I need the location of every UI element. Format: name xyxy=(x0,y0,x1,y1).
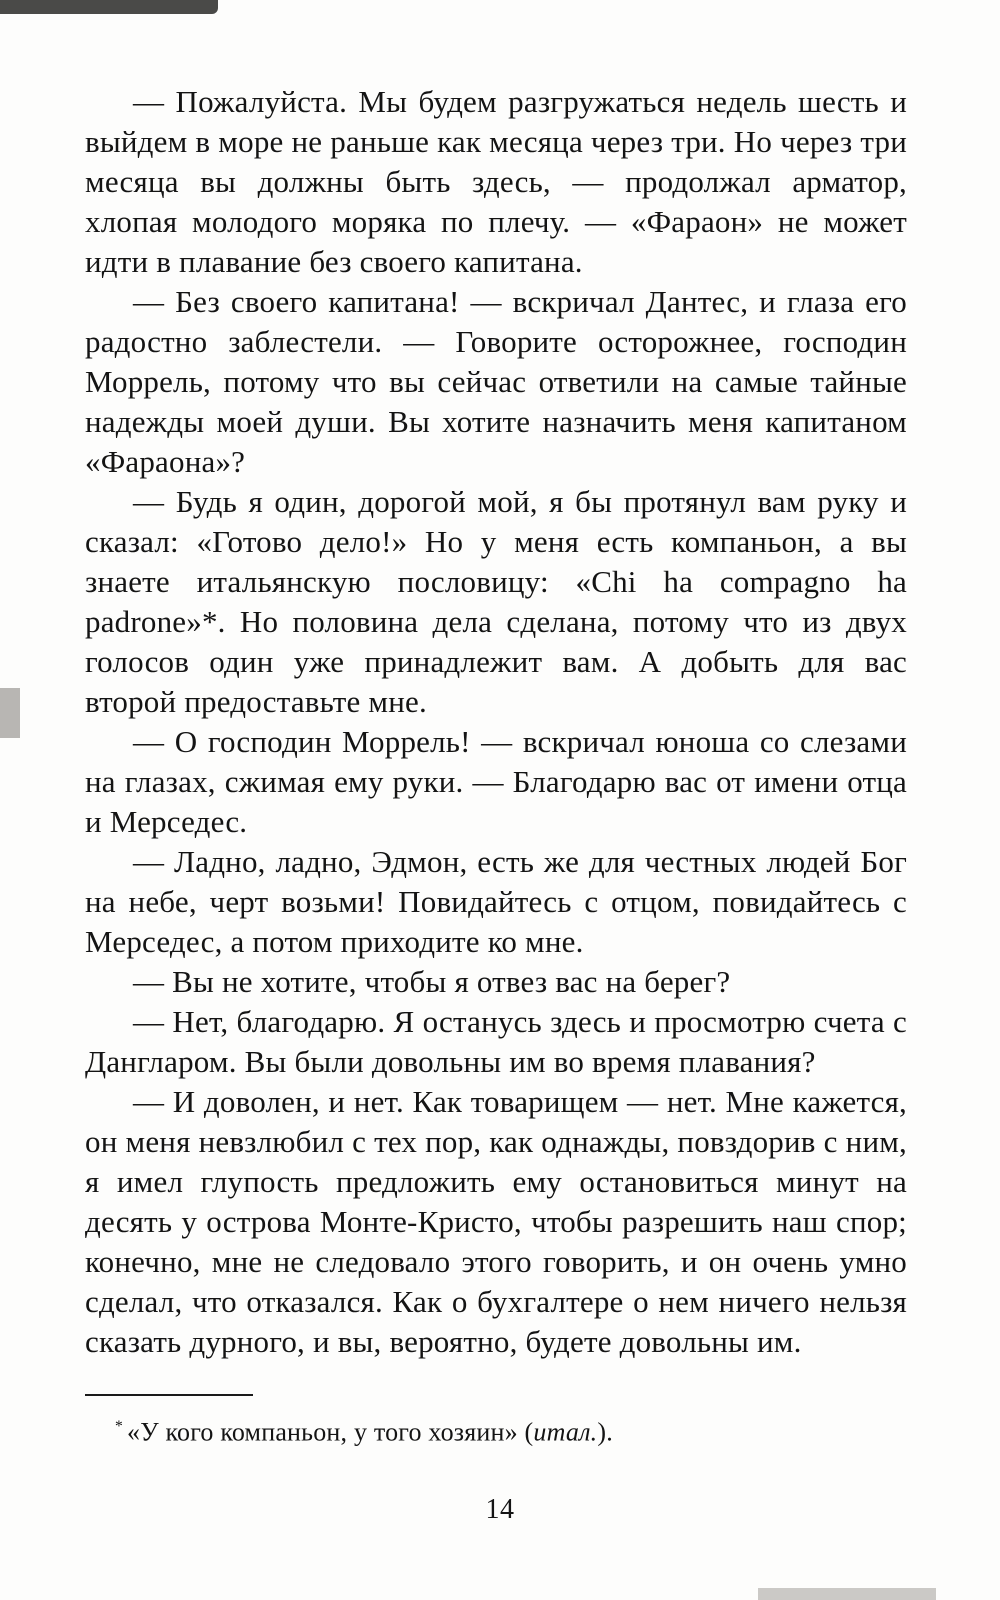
text-block xyxy=(85,82,907,1450)
footnote-text xyxy=(85,1410,907,1450)
paragraph: — Без своего капитана! — вскричал Дантес, и глаза его радостно заблестели. — Говорите осторожнее, господин Моррель, потому что вы сейчас ответили на самые тайные надежды моей души. Вы хотите назначить меня капитаном «Фараона»? xyxy=(85,284,907,479)
scan-artifact-left-edge xyxy=(0,688,20,738)
scan-artifact-bottom-right xyxy=(758,1588,936,1600)
footnote-rule xyxy=(85,1394,253,1396)
paragraph: — Пожалуйста. Мы будем разгружаться недель шесть и выйдем в море не раньше как месяца через три. Но через три месяца вы должны быть здесь, — продолжал арматор, хлопая молодого моряка по плечу. — «Фараон» не может идти в плавание без своего капитана. xyxy=(85,84,907,279)
paragraph: — Нет, благодарю. Я останусь здесь и просмотрю счета с Дангларом. Вы были довольны им во время плавания? xyxy=(85,1004,907,1079)
footnote xyxy=(85,1394,907,1450)
paragraph: — О господин Моррель! — вскричал юноша со слезами на глазах, сжимая ему руки. — Благодарю вас от имени отца и Мерседес. xyxy=(85,724,907,839)
paragraph: — Вы не хотите, чтобы я отвез вас на берег? xyxy=(133,964,731,999)
paragraph: — Ладно, ладно, Эдмон, есть же для честных людей Бог на небе, черт возьми! Повидайтесь с отцом, повидайтесь с Мерседес, а потом приходите ко мне. xyxy=(85,844,907,959)
footnote-post: ). xyxy=(597,1417,613,1447)
page-number: 14 xyxy=(485,1494,515,1525)
footnote-pre: «У кого компаньон, у того хозяин» ( xyxy=(127,1417,534,1447)
paragraph: — Будь я один, дорогой мой, я бы протянул вам руку и сказал: «Готово дело!» Но у меня есть компаньон, а вы знаете итальянскую пословицу: «Chi ha compagno ha padrone»*. Но половина дела сделана, потому что из двух голосов один уже принадлежит вам. А добыть для вас второй предоставьте мне. xyxy=(85,484,907,719)
scan-artifact-top-left xyxy=(0,0,218,14)
footnote-marker: * xyxy=(115,1418,123,1435)
paragraph: — И доволен, и нет. Как товарищем — нет. Мне кажется, он меня невзлюбил с тех пор, как однажды, повздорив с ним, я имел глупость предложить ему остановиться минут на десять у острова Монте-Кристо, чтобы разрешить наш спор; конечно, мне не следовало этого говорить, и он очень умно сделал, что отказался. Как о бухгалтере о нем ничего нельзя сказать дурного, и вы, вероятно, будете довольны им. xyxy=(85,1084,907,1359)
footnote-italic: итал. xyxy=(533,1417,598,1447)
